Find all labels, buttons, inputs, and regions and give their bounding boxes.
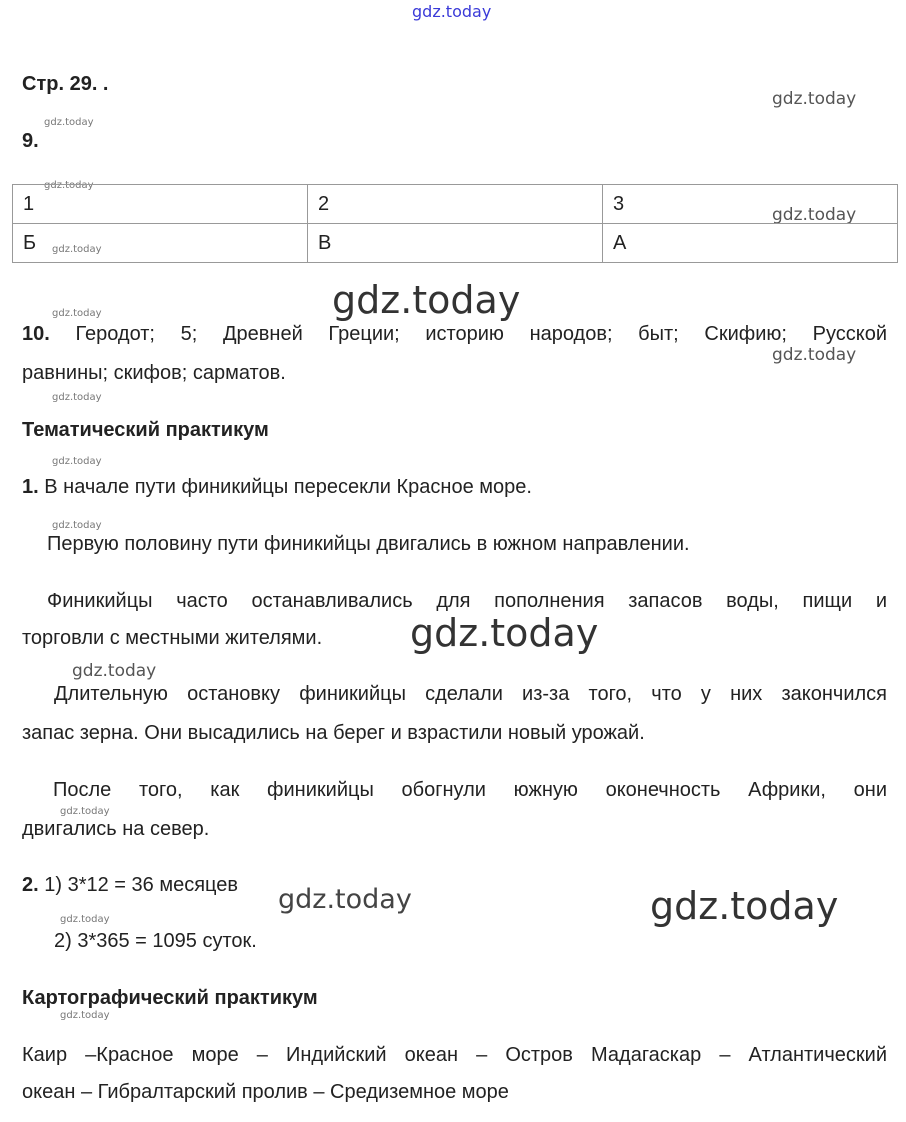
table-cell: А (603, 224, 898, 263)
section-heading-thematic: Тематический практикум (22, 419, 269, 441)
table-header-cell: 3 (603, 185, 898, 224)
thematic-para5-line1 (22, 778, 887, 802)
cartographic-line2: океан – Гибралтарский пролив – Средиземное море (22, 1081, 509, 1103)
thematic-para4-line2: запас зерна. Они высадились на берег и взрастили новый урожай. (22, 722, 645, 744)
table-row (13, 224, 898, 263)
table-cell: Б (13, 224, 308, 263)
watermark: gdz.today (44, 180, 94, 191)
table-header-cell: 1 (13, 185, 308, 224)
watermark: gdz.today (772, 205, 857, 225)
cartographic-line1: Каир –Красное море – Индийский океан – Остров Мадагаскар – Атлантический (22, 1044, 887, 1066)
watermark: gdz.today (60, 914, 110, 925)
thematic-para3-line1 (22, 589, 887, 613)
watermark: gdz.today (52, 392, 102, 403)
watermark: gdz.today (52, 244, 102, 255)
watermark: gdz.today (44, 117, 94, 128)
thematic-item2-line2: 2) 3*365 = 1095 суток. (54, 930, 257, 952)
watermark: gdz.today (72, 661, 157, 681)
watermark-top: gdz.today (412, 2, 492, 21)
watermark: gdz.today (60, 1010, 110, 1021)
page-header: Стр. 29. . (22, 73, 109, 95)
thematic-para5-line2: двигались на север. (22, 818, 210, 840)
watermark: gdz.today (52, 308, 102, 319)
table-header-row (13, 185, 898, 224)
watermark-medium: gdz.today (278, 884, 412, 915)
task10-line2: равнины; скифов; сарматов. (22, 362, 286, 384)
table-header-cell: 2 (308, 185, 603, 224)
item2-number: 2. (22, 874, 39, 896)
item2-line1: 1) 3*12 = 36 месяцев (44, 874, 239, 896)
thematic-item1 (22, 475, 887, 499)
watermark: gdz.today (772, 89, 857, 109)
para4-text: Длительную остановку финикийцы сделали из-за того, что у них закончился (54, 683, 887, 705)
task10-text: Геродот; 5; Древней Греции; историю народов; быт; Скифию; Русской (75, 323, 887, 345)
watermark-large: gdz.today (332, 278, 521, 322)
task9-number: 9. (22, 130, 39, 152)
section-heading-cartographic: Картографический практикум (22, 987, 318, 1009)
table-cell: В (308, 224, 603, 263)
item1-number: 1. (22, 476, 39, 498)
watermark-large: gdz.today (410, 611, 599, 655)
thematic-item2 (22, 873, 887, 897)
thematic-para3-line2: торговли с местными жителями. (22, 627, 323, 649)
thematic-para2: Первую половину пути финикийцы двигались в южном направлении. (47, 533, 690, 555)
para5-text: После того, как финикийцы обогнули южную оконечность Африки, они (53, 779, 887, 801)
answer-table (12, 184, 898, 263)
watermark: gdz.today (52, 520, 102, 531)
task10-number: 10. (22, 323, 50, 345)
item1-text: В начале пути финикийцы пересекли Красное море. (44, 476, 532, 498)
watermark: gdz.today (60, 806, 110, 817)
watermark: gdz.today (772, 345, 857, 365)
thematic-para4-line1 (22, 682, 887, 706)
watermark-large: gdz.today (650, 884, 839, 928)
para3-text: Финикийцы часто останавливались для пополнения запасов воды, пищи и (47, 590, 887, 612)
watermark: gdz.today (52, 456, 102, 467)
task10-line1 (22, 322, 887, 346)
